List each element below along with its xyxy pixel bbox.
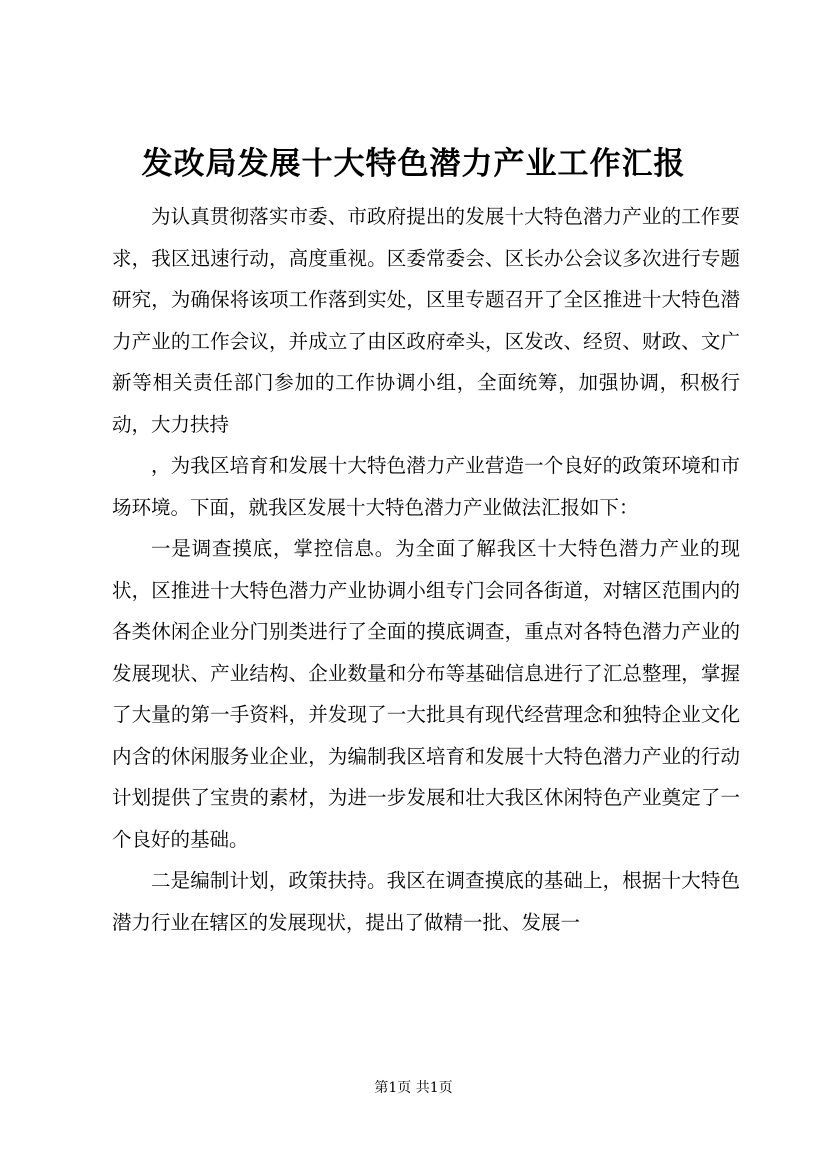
paragraph-1: 为认真贯彻落实市委、市政府提出的发展十大特色潜力产业的工作要求，我区迅速行动，高度重视。区委常委会、区长办公会议多次进行专题研究，为确保将该项工作落到实处，区里专题召开了全区推进十大特色潜力产业的工作会议，并成立了由区政府牵头，区发改、经贸、财政、文广新等相关责任部门参加的工作协调小组，全面统筹，加强协调，积极行动，大力扶持 bbox=[112, 205, 740, 436]
document-title: 发改局发展十大特色潜力产业工作汇报 bbox=[141, 146, 686, 182]
paragraph-2: ，为我区培育和发展十大特色潜力产业营造一个良好的政策环境和市场环境。下面，就我区发展十大特色潜力产业做法汇报如下： bbox=[112, 454, 740, 519]
paragraph-3: 一是调查摸底，掌控信息。为全面了解我区十大特色潜力产业的现状，区推进十大特色潜力产业协调小组专门会同各街道，对辖区范围内的各类休闲企业分门别类进行了全面的摸底调查，重点对各特色潜力产业的发展现状、产业结构、企业数量和分布等基础信息进行了汇总整理，掌握了大量的第一手资料，并发现了一大批具有现代经营理念和独特企业文化内含的休闲服务业企业，为编制我区培育和发展十大特色潜力产业的行动计划提供了宝贵的素材，为进一步发展和壮大我区休闲特色产业奠定了一个良好的基础。 bbox=[112, 537, 740, 851]
paragraph-4: 二是编制计划，政策扶持。我区在调查摸底的基础上，根据十大特色潜力行业在辖区的发展现状，提出了做精一批、发展一 bbox=[112, 869, 740, 934]
page-footer: 第1页 共1页 bbox=[374, 1080, 453, 1096]
document-body bbox=[112, 196, 740, 943]
